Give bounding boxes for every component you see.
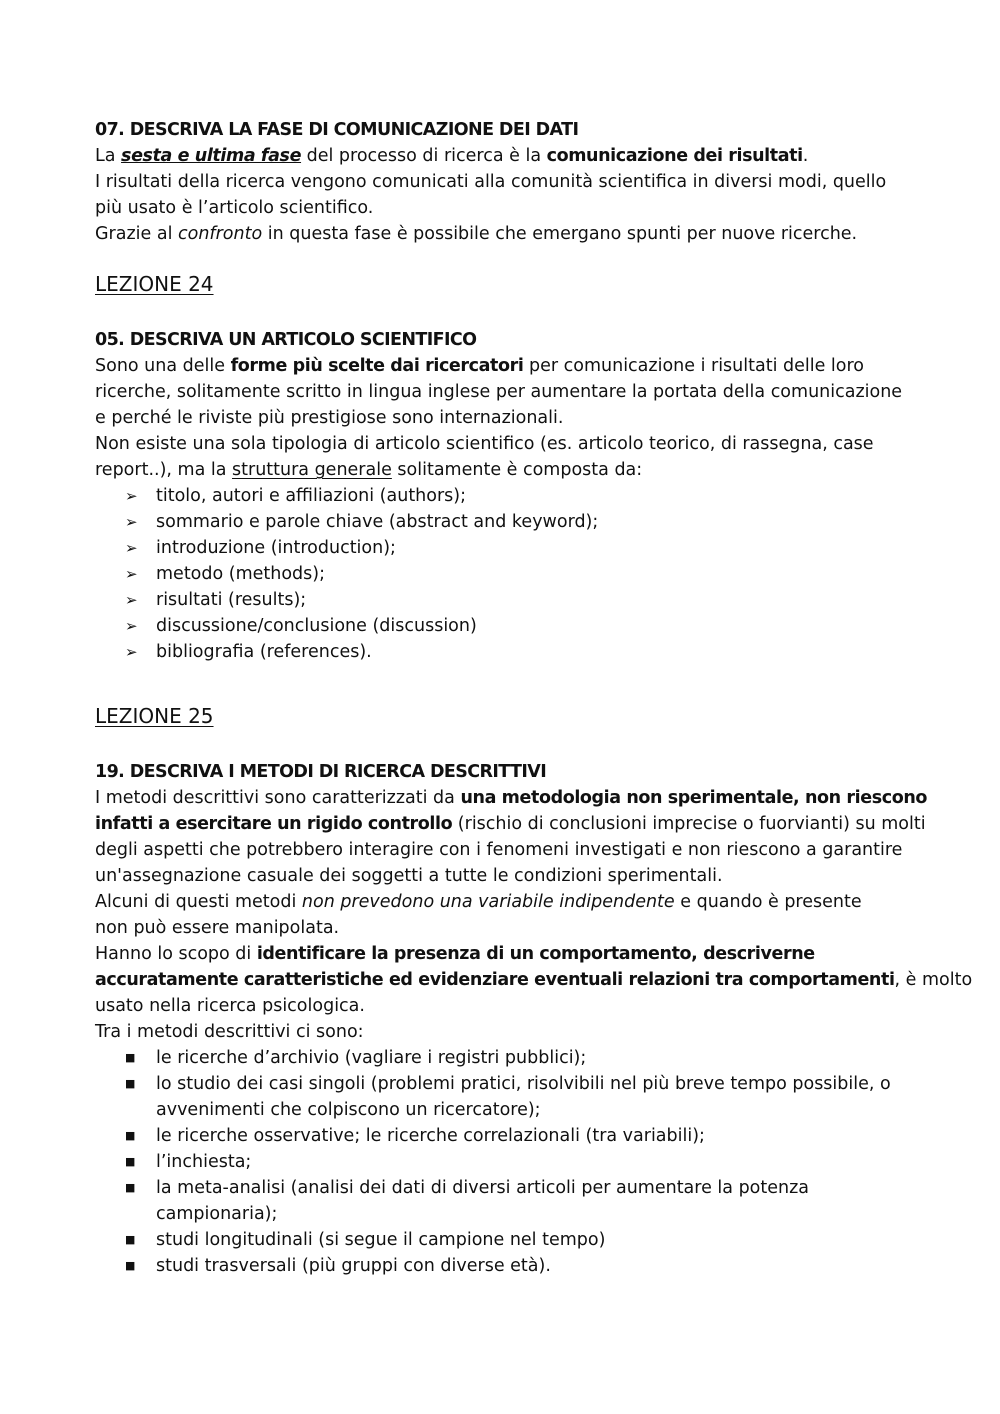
list-item: ➢ titolo, autori e affiliazioni (authors); [95,483,905,509]
lesson-25-title: LEZIONE 25 [95,704,214,728]
section-07-paragraph-1: La sesta e ultima fase del processo di ricerca è la comunicazione dei risultati. [95,146,809,166]
square-bullet-icon: ■ [125,1181,136,1194]
section-07-paragraph-3: più usato è l’articolo scientifico. [95,198,374,218]
section-19-line-10: Tra i metodi descrittivi ci sono: [95,1022,364,1042]
section-19-line-3: degli aspetti che potrebbero interagire con i fenomeni investigati e non riescono a garantire [95,840,903,860]
square-bullet-icon: ■ [125,1233,136,1246]
arrow-bullet-icon: ➢ [125,643,138,661]
list-item: ➢ introduzione (introduction); [95,535,905,561]
descriptive-methods-list [95,1045,905,1279]
section-07-paragraph-2: I risultati della ricerca vengono comunicati alla comunità scientifica in diversi modi, quello [95,172,887,192]
square-bullet-icon: ■ [125,1077,136,1090]
arrow-bullet-icon: ➢ [125,487,138,505]
square-bullet-icon: ■ [125,1155,136,1168]
document-page [95,117,973,1279]
square-bullet-icon: ■ [125,1259,136,1272]
square-bullet-icon: ■ [125,1129,136,1142]
list-item: ■ lo studio dei casi singoli (problemi pratici, risolvibili nel più breve tempo possibile, o avvenimenti che colpiscono un ricercatore); [95,1071,905,1123]
list-item: ■ l’inchiesta; [95,1149,905,1175]
list-item: ■ studi longitudinali (si segue il campione nel tempo) [95,1227,905,1253]
section-05-line-3: e perché le riviste più prestigiose sono internazionali. [95,408,564,428]
section-19-line-1: I metodi descrittivi sono caratterizzati da una metodologia non sperimentale, non riescono [95,788,928,808]
section-07-heading: 07. DESCRIVA LA FASE DI COMUNICAZIONE DEI DATI [95,120,579,140]
section-19-line-7: Hanno lo scopo di identificare la presenza di un comportamento, descriverne [95,944,815,964]
section-05-line-4: Non esiste una sola tipologia di articolo scientifico (es. articolo teorico, di rassegna, case [95,434,874,454]
arrow-bullet-icon: ➢ [125,513,138,531]
section-05-line-2: ricerche, solitamente scritto in lingua inglese per aumentare la portata della comunicazione [95,382,903,402]
section-19-line-8: accuratamente caratteristiche ed evidenziare eventuali relazioni tra comportamenti, è molto [95,970,973,990]
lesson-24-title: LEZIONE 24 [95,272,214,296]
list-item: ➢ discussione/conclusione (discussion) [95,613,905,639]
section-19-heading: 19. DESCRIVA I METODI DI RICERCA DESCRITTIVI [95,762,547,782]
section-19-line-4: un'assegnazione casuale dei soggetti a tutte le condizioni sperimentali. [95,866,723,886]
list-item: ■ studi trasversali (più gruppi con diverse età). [95,1253,905,1279]
arrow-bullet-icon: ➢ [125,539,138,557]
list-item: ➢ metodo (methods); [95,561,905,587]
list-item: ➢ bibliografia (references). [95,639,905,665]
list-item: ➢ sommario e parole chiave (abstract and keyword); [95,509,905,535]
list-item: ➢ risultati (results); [95,587,905,613]
list-item: ■ le ricerche d’archivio (vagliare i registri pubblici); [95,1045,905,1071]
arrow-bullet-icon: ➢ [125,591,138,609]
list-item: ■ la meta-analisi (analisi dei dati di diversi articoli per aumentare la potenza campionaria); [95,1175,905,1227]
arrow-bullet-icon: ➢ [125,617,138,635]
section-05-line-1: Sono una delle forme più scelte dai ricercatori per comunicazione i risultati delle loro [95,356,865,376]
section-05-line-5: report..), ma la struttura generale solitamente è composta da: [95,460,643,480]
section-19-line-2: infatti a esercitare un rigido controllo (rischio di conclusioni imprecise o fuorvianti) su molti [95,814,926,834]
arrow-bullet-icon: ➢ [125,565,138,583]
square-bullet-icon: ■ [125,1051,136,1064]
section-05-heading: 05. DESCRIVA UN ARTICOLO SCIENTIFICO [95,330,477,350]
section-19-line-9: usato nella ricerca psicologica. [95,996,365,1016]
section-19-line-6: non può essere manipolata. [95,918,340,938]
article-structure-list [95,483,905,665]
section-07-paragraph-4: Grazie al confronto in questa fase è possibile che emergano spunti per nuove ricerche. [95,224,858,244]
list-item: ■ le ricerche osservative; le ricerche correlazionali (tra variabili); [95,1123,905,1149]
section-19-line-5: Alcuni di questi metodi non prevedono una variabile indipendente e quando è presente [95,892,862,912]
